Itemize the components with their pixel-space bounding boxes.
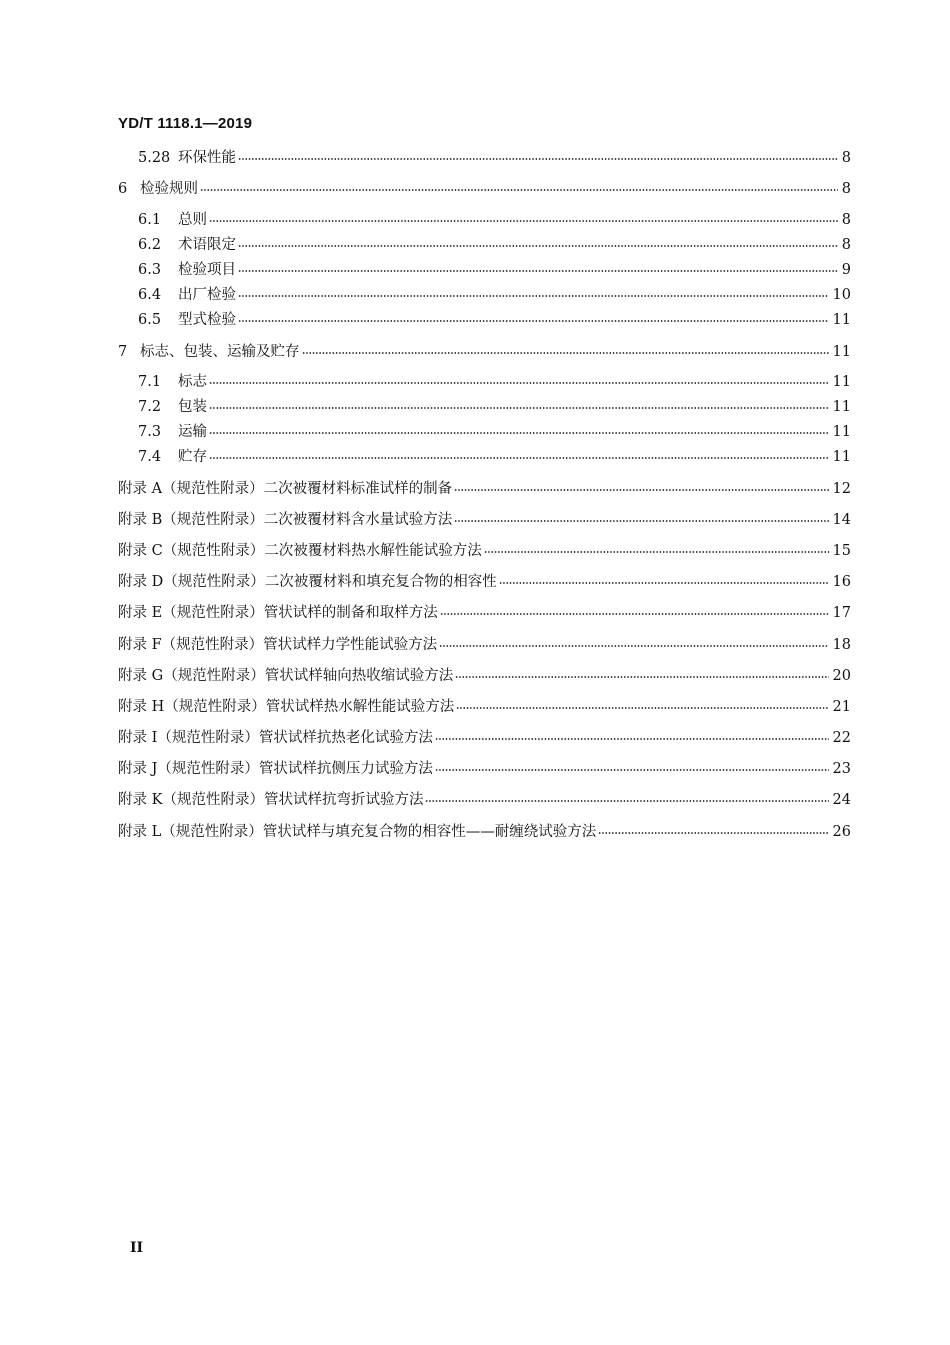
- toc-number: 6.3: [138, 262, 162, 278]
- toc-entry[interactable]: [138, 233, 851, 255]
- toc-number: 6: [118, 181, 128, 197]
- document-code: YD/T 1118.1—2019: [118, 115, 253, 132]
- toc-title: 包装: [178, 399, 207, 415]
- toc-title: 附录 C（规范性附录）二次被覆材料热水解性能试验方法: [118, 543, 482, 559]
- toc-title: 附录 L（规范性附录）管状试样与填充复合物的相容性——耐缠绕试验方法: [118, 824, 597, 840]
- toc-page: 11: [832, 399, 851, 415]
- toc-page: 23: [832, 761, 851, 777]
- toc-page: 16: [832, 574, 851, 590]
- toc-entry[interactable]: [138, 445, 851, 467]
- toc-leader: [455, 673, 828, 681]
- toc-number: 7.3: [138, 424, 162, 440]
- toc-number: 6.2: [138, 237, 162, 253]
- toc-page: 22: [832, 730, 851, 746]
- toc-title: 附录 B（规范性附录）二次被覆材料含水量试验方法: [118, 512, 453, 528]
- toc-entry[interactable]: [118, 340, 851, 362]
- toc-page: 10: [832, 287, 851, 303]
- toc-page: 11: [832, 312, 851, 328]
- toc-number: 6.1: [138, 212, 162, 228]
- toc-title: 型式检验: [178, 312, 236, 328]
- toc-leader: [238, 267, 838, 275]
- toc-page: 8: [841, 181, 851, 197]
- toc-entry-appendix-c[interactable]: [118, 539, 851, 561]
- toc-number: 5.28: [138, 150, 171, 166]
- toc-title: 检验项目: [178, 262, 236, 278]
- toc-page: 11: [832, 374, 851, 390]
- toc-leader: [209, 217, 838, 225]
- toc-leader: [454, 486, 828, 494]
- page-number: II: [130, 1240, 144, 1256]
- toc-page: 8: [841, 150, 851, 166]
- toc-leader: [209, 454, 829, 462]
- toc-page: 17: [832, 605, 851, 621]
- toc-number: 7.2: [138, 399, 162, 415]
- toc-leader: [238, 292, 829, 300]
- toc-number: 6.4: [138, 287, 162, 303]
- toc-page: 8: [841, 237, 851, 253]
- toc-title: 贮存: [178, 449, 207, 465]
- toc-leader: [456, 704, 828, 712]
- toc-leader: [238, 155, 838, 163]
- toc-leader: [238, 317, 829, 325]
- toc-page: 15: [832, 543, 851, 559]
- toc-title: 运输: [178, 424, 207, 440]
- toc-title: 附录 I（规范性附录）管状试样抗热老化试验方法: [118, 730, 433, 746]
- toc-title: 附录 E（规范性附录）管状试样的制备和取样方法: [118, 605, 438, 621]
- toc-leader: [435, 766, 829, 774]
- toc-title: 附录 G（规范性附录）管状试样轴向热收缩试验方法: [118, 668, 454, 684]
- toc-leader: [200, 186, 838, 194]
- toc-page: 12: [832, 481, 851, 497]
- toc-leader: [435, 735, 829, 743]
- toc-entry-appendix-e[interactable]: [118, 601, 851, 623]
- toc-number: 7.4: [138, 449, 162, 465]
- toc-title: 附录 A（规范性附录）二次被覆材料标准试样的制备: [118, 481, 453, 497]
- toc-number: 7: [118, 344, 128, 360]
- toc-page: 14: [832, 512, 851, 528]
- toc-entry-appendix-i[interactable]: [118, 726, 851, 748]
- toc-page: 9: [841, 262, 851, 278]
- toc-title: 标志、包装、运输及贮存: [140, 344, 300, 360]
- toc-leader: [499, 579, 829, 587]
- toc-leader: [598, 829, 828, 837]
- toc-leader: [238, 242, 838, 250]
- toc-page: 11: [832, 424, 851, 440]
- toc-title: 附录 H（规范性附录）管状试样热水解性能试验方法: [118, 699, 455, 715]
- toc-entry[interactable]: [138, 370, 851, 392]
- toc-title: 附录 J（规范性附录）管状试样抗侧压力试验方法: [118, 761, 433, 777]
- toc-title: 标志: [178, 374, 207, 390]
- toc-entry[interactable]: [138, 308, 851, 330]
- toc-page: 8: [841, 212, 851, 228]
- toc-title: 附录 D（规范性附录）二次被覆材料和填充复合物的相容性: [118, 574, 497, 590]
- toc-leader: [484, 548, 829, 556]
- toc-page: 11: [832, 344, 851, 360]
- toc-leader: [439, 642, 828, 650]
- toc-entry[interactable]: [118, 177, 851, 199]
- toc-entry-appendix-d[interactable]: [118, 570, 851, 592]
- toc-entry-appendix-a[interactable]: [118, 477, 851, 499]
- toc-title: 术语限定: [178, 237, 236, 253]
- toc-entry[interactable]: [138, 395, 851, 417]
- toc-leader: [209, 379, 829, 387]
- toc-entry[interactable]: [138, 420, 851, 442]
- toc-page: 21: [832, 699, 851, 715]
- toc-title: 总则: [178, 212, 207, 228]
- toc-entry-appendix-h[interactable]: [118, 695, 851, 717]
- toc-title: 环保性能: [178, 150, 236, 166]
- toc-number: 7.1: [138, 374, 162, 390]
- toc-page: 24: [832, 792, 851, 808]
- toc-entry[interactable]: [138, 146, 851, 168]
- toc-page: 20: [832, 668, 851, 684]
- toc-title: 出厂检验: [178, 287, 236, 303]
- toc-leader: [440, 610, 829, 618]
- toc-number: 6.5: [138, 312, 162, 328]
- toc-entry-appendix-l[interactable]: [118, 820, 851, 842]
- toc-entry[interactable]: [138, 283, 851, 305]
- toc-entry[interactable]: [138, 208, 851, 230]
- toc-leader: [209, 404, 829, 412]
- toc-leader: [425, 797, 828, 805]
- toc-leader: [454, 517, 828, 525]
- toc-entry-appendix-g[interactable]: [118, 664, 851, 686]
- toc-entry-appendix-k[interactable]: [118, 788, 851, 810]
- toc-page: 26: [832, 824, 851, 840]
- toc-leader: [302, 349, 829, 357]
- toc-leader: [209, 429, 829, 437]
- toc-title: 附录 F（规范性附录）管状试样力学性能试验方法: [118, 637, 438, 653]
- toc-entry-appendix-f[interactable]: [118, 633, 851, 655]
- toc-entry[interactable]: [138, 258, 851, 280]
- toc-title: 检验规则: [140, 181, 198, 197]
- toc-entry-appendix-b[interactable]: [118, 508, 851, 530]
- toc-entry-appendix-j[interactable]: [118, 757, 851, 779]
- toc-title: 附录 K（规范性附录）管状试样抗弯折试验方法: [118, 792, 424, 808]
- toc-page: 11: [832, 449, 851, 465]
- toc-page: 18: [832, 637, 851, 653]
